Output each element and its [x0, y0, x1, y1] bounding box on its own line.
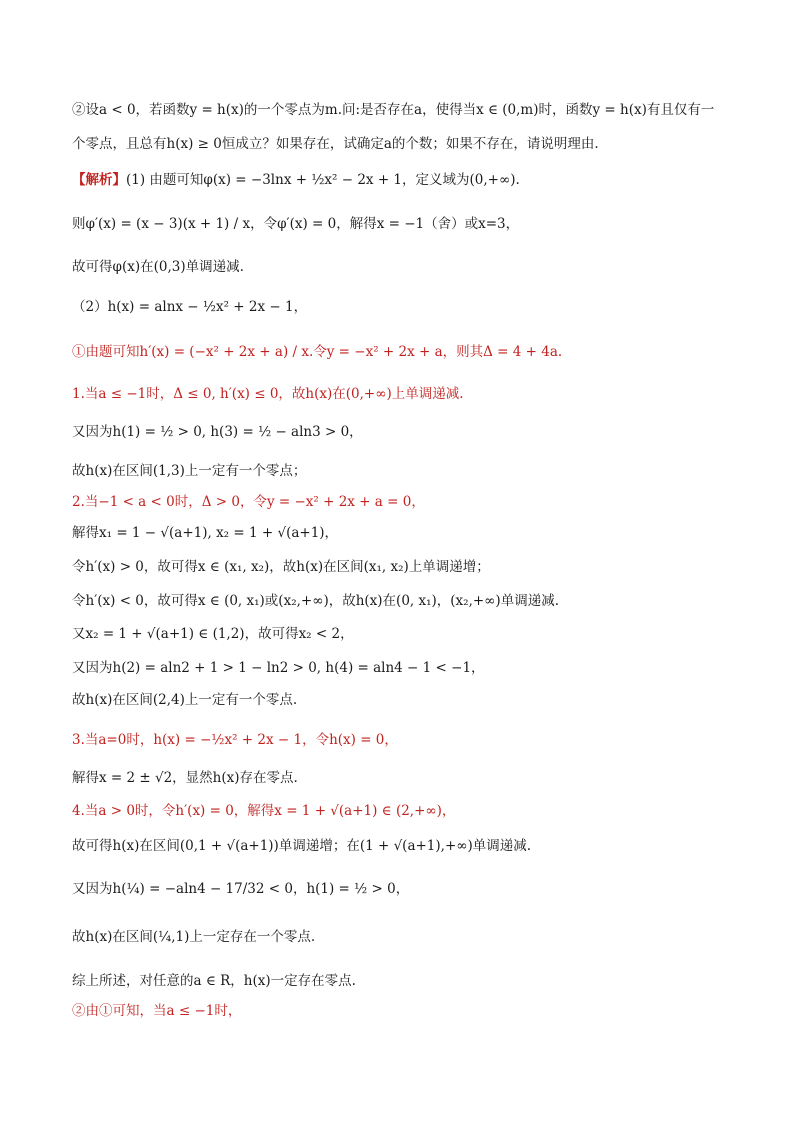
solution-line-3: 故可得φ(x)在(0,3)单调递减.: [72, 259, 244, 275]
solution-tag: 【解析】: [72, 172, 126, 188]
case1-conclusion: 故h(x)在区间(1,3)上一定有一个零点；: [72, 463, 307, 479]
case2-decrease: 令h′(x) < 0，故可得x ∈ (0, x₁)或(x₂,+∞)，故h(x)在(0, x₁)，(x₂,+∞)单调递减.: [72, 593, 559, 609]
solution-text: (1) 由题可知φ(x) = −3lnx + ½x² − 2x + 1，定义域为(0,+∞).: [126, 172, 520, 188]
solution-line-2: 则φ′(x) = (x − 3)(x + 1) / x，令φ′(x) = 0，解得x = −1（舍）或x=3，: [72, 216, 520, 232]
case2-conclusion: 故h(x)在区间(2,4)上一定有一个零点.: [72, 692, 298, 708]
summary-line: 综上所述，对任意的a ∈ R，h(x)一定存在零点.: [72, 973, 356, 989]
case3-line: 3.当a=0时，h(x) = −½x² + 2x − 1，令h(x) = 0，: [72, 732, 398, 748]
case2-line: 2.当−1 < a < 0时，Δ > 0，令y = −x² + 2x + a = 0，: [72, 494, 425, 510]
case4-monotonic: 故可得h(x)在区间(0,1 + √(a+1))单调递增；在(1 + √(a+1),+∞)单调递减.: [72, 838, 532, 854]
case3-conclusion: 解得x = 2 ± √2，显然h(x)存在零点.: [72, 770, 298, 786]
solution-line-1: [72, 170, 732, 190]
case2-roots: 解得x₁ = 1 − √(a+1), x₂ = 1 + √(a+1)，: [72, 525, 339, 541]
question-line-1: ②设a < 0，若函数y = h(x)的一个零点为m.问:是否存在a，使得当x ∈ (0,m)时，函数y = h(x)有且仅有一: [72, 102, 715, 118]
part2-step2: ②由①可知，当a ≤ −1时，: [72, 1003, 242, 1019]
case4-values: 又因为h(¼) = −aln4 − 17/32 < 0，h(1) = ½ > 0，: [72, 881, 410, 897]
question-line-2: 个零点，且总有h(x) ≥ 0恒成立？如果存在，试确定a的个数；如果不存在，请说明理由.: [72, 136, 599, 152]
part2-line: （2）h(x) = alnx − ½x² + 2x − 1，: [72, 299, 308, 315]
part2-step1: ①由题可知h′(x) = (−x² + 2x + a) / x.令y = −x² + 2x + a，则其Δ = 4 + 4a.: [72, 344, 563, 360]
case2-increase: 令h′(x) > 0，故可得x ∈ (x₁, x₂)，故h(x)在区间(x₁, x₂)上单调递增；: [72, 559, 490, 575]
case2-values: 又因为h(2) = aln2 + 1 > 1 − ln2 > 0, h(4) = aln4 − 1 < −1，: [72, 660, 485, 676]
case4-line: 4.当a > 0时，令h′(x) = 0，解得x = 1 + √(a+1) ∈ (2,+∞)，: [72, 803, 456, 819]
case1-line: 1.当a ≤ −1时，Δ ≤ 0, h′(x) ≤ 0，故h(x)在(0,+∞)上单调递减.: [72, 386, 464, 402]
case4-conclusion: 故h(x)在区间(¼,1)上一定存在一个零点.: [72, 929, 316, 945]
case1-values: 又因为h(1) = ½ > 0, h(3) = ½ − aln3 > 0，: [72, 424, 363, 440]
case2-x2: 又x₂ = 1 + √(a+1) ∈ (1,2)，故可得x₂ < 2，: [72, 626, 354, 642]
